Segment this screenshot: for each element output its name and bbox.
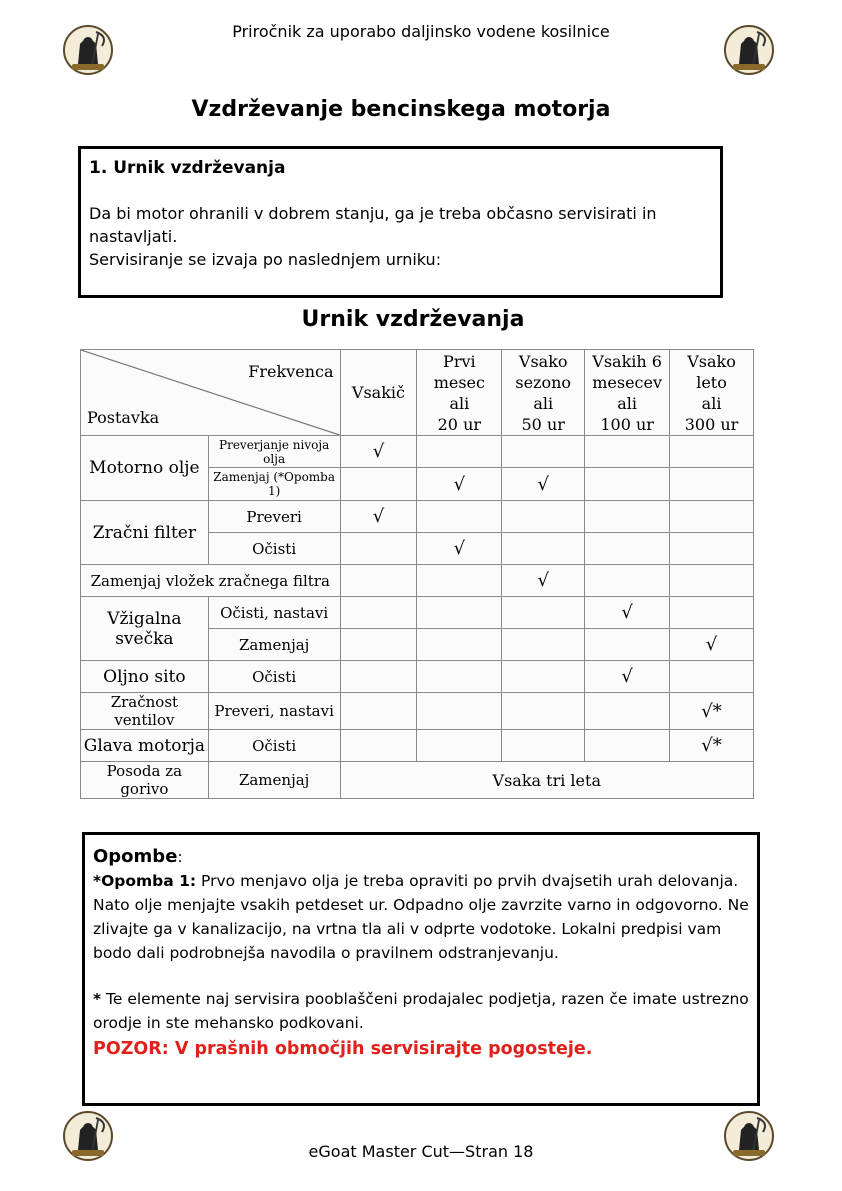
group-label-oil-strainer: Oljno sito xyxy=(81,661,209,693)
group-label-spark-plug: Vžigalna svečka xyxy=(81,597,209,661)
check-mark: √ xyxy=(585,597,670,629)
check-mark: √ xyxy=(502,468,585,501)
check-mark: √ xyxy=(417,468,502,501)
group-label-engine-oil: Motorno olje xyxy=(81,436,209,501)
action-label: Zamenjaj xyxy=(208,762,340,799)
action-label: Očisti, nastavi xyxy=(208,597,340,629)
action-label: Zamenjaj xyxy=(208,629,340,661)
check-mark-star: √* xyxy=(670,730,754,762)
check-mark: √ xyxy=(670,629,754,661)
intro-text-2: Servisiranje se izvaja po naslednjem urniku: xyxy=(89,250,442,269)
action-label: Preverjanje nivoja olja xyxy=(208,436,340,468)
group-label-engine-head: Glava motorja xyxy=(81,730,209,762)
action-label: Zamenjaj (*Opomba 1) xyxy=(208,468,340,501)
table-row xyxy=(81,762,754,799)
notes-box xyxy=(82,832,760,1106)
table-row xyxy=(81,661,754,693)
check-mark: √ xyxy=(340,436,417,468)
frequency-label: Frekvenca xyxy=(248,362,334,381)
page-title: Vzdrževanje bencinskega motorja xyxy=(191,97,611,122)
check-mark: √ xyxy=(340,501,417,533)
page-footer: eGoat Master Cut—Stran 18 xyxy=(308,1142,534,1161)
column-header-yearly: Vsako leto ali 300 ur xyxy=(670,350,754,436)
header-corner-cell xyxy=(81,350,341,436)
group-label-filter-cartridge: Zamenjaj vložek zračnega filtra xyxy=(81,565,341,597)
table-row xyxy=(81,693,754,730)
action-label: Preveri xyxy=(208,501,340,533)
page-header: Priročnik za uporabo daljinsko vodene kosilnice xyxy=(232,22,610,41)
table-row xyxy=(81,730,754,762)
maintenance-table xyxy=(80,349,754,799)
note-2 xyxy=(93,987,749,1035)
dust-warning: POZOR: V prašnih območjih servisirajte pogosteje. xyxy=(93,1039,593,1059)
table-row xyxy=(81,436,754,468)
note-2-text: Te elemente naj servisira pooblaščeni prodajalec podjetja, razen če imate ustrezno orodje in ste mehansko podkovani. xyxy=(93,990,749,1032)
column-header-every-time: Vsakič xyxy=(340,350,417,436)
action-label: Očisti xyxy=(208,730,340,762)
note-1 xyxy=(93,869,749,965)
schedule-intro-box xyxy=(78,146,723,298)
column-header-six-months: Vsakih 6 mesecev ali 100 ur xyxy=(585,350,670,436)
item-label: Postavka xyxy=(87,408,160,427)
action-label: Preveri, nastavi xyxy=(208,693,340,730)
check-mark: √ xyxy=(417,533,502,565)
column-header-each-season: Vsako sezono ali 50 ur xyxy=(502,350,585,436)
section-heading: 1. Urnik vzdrževanja xyxy=(89,158,286,178)
check-mark: √ xyxy=(502,565,585,597)
intro-text: Da bi motor ohranili v dobrem stanju, ga je treba občasno servisirati in nastavljati. xyxy=(89,204,657,246)
action-label: Očisti xyxy=(208,661,340,693)
note-2-label: * xyxy=(93,990,102,1008)
table-row xyxy=(81,565,754,597)
table-row xyxy=(81,597,754,629)
note-1-label: *Opomba 1: xyxy=(93,872,197,890)
check-mark: √ xyxy=(585,661,670,693)
group-label-fuel-tank: Posoda za gorivo xyxy=(81,762,209,799)
notes-heading-colon: : xyxy=(177,848,183,866)
goat-reaper-emblem-icon xyxy=(723,24,775,76)
check-mark-star: √* xyxy=(670,693,754,730)
column-header-first-month: Prvi mesec ali 20 ur xyxy=(417,350,502,436)
fuel-tank-interval: Vsaka tri leta xyxy=(340,762,754,799)
action-label: Očisti xyxy=(208,533,340,565)
schedule-title: Urnik vzdrževanja xyxy=(301,307,525,332)
table-header-row xyxy=(81,350,754,436)
group-label-valve-clearance: Zračnost ventilov xyxy=(81,693,209,730)
notes-heading: Opombe xyxy=(93,846,178,867)
group-label-air-filter: Zračni filter xyxy=(81,501,209,565)
goat-reaper-emblem-icon xyxy=(62,24,114,76)
note-1-text: Prvo menjavo olja je treba opraviti po prvih dvajsetih urah delovanja. Nato olje menjajte vsakih petdeset ur. Odpadno olje zavrzite varno in odgovorno. Ne zlivajte ga v kanalizacijo, na vrtna tla ali v odprte vodotoke. Lokalni predpisi vam bodo dali podrobnejša navodila o pravilnem odstranjevanju. xyxy=(93,872,749,962)
table-row xyxy=(81,501,754,533)
